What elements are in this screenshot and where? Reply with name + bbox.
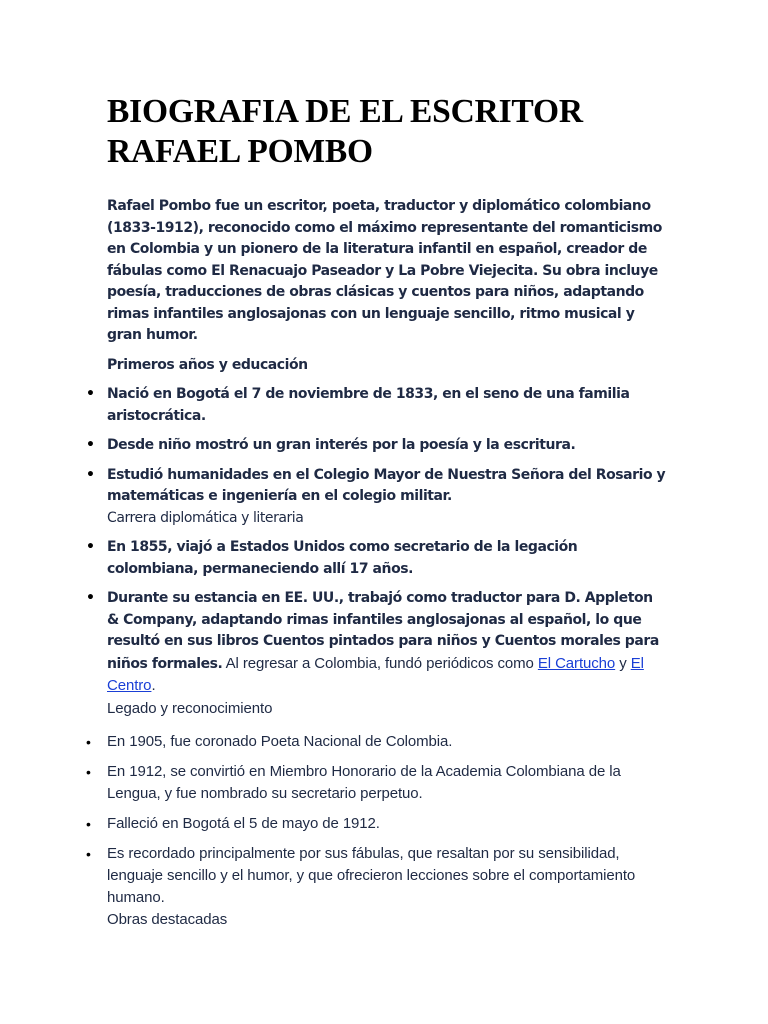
- list-item: [86, 843, 667, 931]
- list-item: [86, 761, 667, 805]
- list-item: [86, 435, 667, 457]
- bullet: •: [86, 590, 95, 606]
- early-years-list: [86, 384, 667, 719]
- list-item: [86, 813, 667, 835]
- title-line-1: BIOGRAFIA DE EL ESCRITOR: [107, 93, 583, 130]
- list-item: [86, 588, 667, 719]
- bullet: •: [86, 764, 91, 780]
- title-line-2: RAFAEL POMBO: [107, 133, 373, 170]
- bullet: •: [86, 846, 91, 862]
- intro-paragraph: Rafael Pombo fue un escritor, poeta, traductor y diplomático colombiano (1833-1912), reconocido como el máximo representante del romanticismo en Colombia y un pionero de la literatura infantil en español, creador de fábulas como El Renacuajo Paseador y La Pobre Viejecita. Su obra incluye poesía, traducciones de obras clásicas y cuentos para niños, adaptando rimas infantiles anglosajonas con un lenguaje sencillo, ritmo musical y gran humor.: [107, 198, 662, 343]
- link-el-centro[interactable]: El Centro: [107, 654, 644, 694]
- period-text: .: [151, 677, 156, 694]
- bullet: •: [86, 386, 95, 402]
- list-item: [86, 384, 667, 427]
- bullet: •: [86, 437, 95, 453]
- list-item-text: Es recordado principalmente por sus fábulas, que resaltan por su sensibilidad, lenguaje sencillo y el humor, y que ofrecieron lecciones sobre el comportamiento humano.: [107, 845, 636, 906]
- section-heading-works: Obras destacadas: [107, 911, 228, 928]
- list-item-text: Nació en Bogotá el 7 de noviembre de 1833, en el seno de una familia aristocrática.: [107, 386, 630, 424]
- list-item-text: Falleció en Bogotá el 5 de mayo de 1912.: [107, 815, 380, 832]
- list-item-text: Durante su estancia en EE. UU., trabajó como traductor para D. Appleton & Company, adaptando rimas infantiles anglosajonas al español, lo que resultó en sus libros Cuentos pintados para niños y Cuentos morales para niños formales.: [107, 590, 659, 672]
- section-heading-legacy: Legado y reconocimiento: [107, 699, 273, 717]
- document-page: [86, 92, 667, 939]
- bullet: •: [86, 466, 95, 483]
- connector-text: y: [615, 654, 631, 672]
- link-el-cartucho[interactable]: El Cartucho: [537, 654, 616, 672]
- bullet: •: [86, 816, 91, 832]
- list-item-text: Desde niño mostró un gran interés por la poesía y la escritura.: [107, 437, 576, 453]
- section-heading-early-years: Primeros años y educación: [107, 356, 308, 373]
- list-item-text: En 1905, fue coronado Poeta Nacional de Colombia.: [107, 733, 453, 750]
- list-item: [86, 465, 667, 530]
- list-item-text: En 1912, se convirtió en Miembro Honorario de la Academia Colombiana de la Lengua, y fue nombrado su secretario perpetuo.: [107, 763, 621, 802]
- bullet: •: [86, 734, 91, 750]
- list-item: [86, 537, 667, 580]
- list-item: [86, 731, 667, 753]
- page-title: [107, 92, 667, 172]
- list-item-text: Estudió humanidades en el Colegio Mayor de Nuestra Señora del Rosario y matemáticas e ingeniería en el colegio militar.: [107, 466, 666, 504]
- list-item-text: En 1855, viajó a Estados Unidos como secretario de la legación colombiana, permaneciendo allí 17 años.: [107, 539, 578, 577]
- list-item-text-normal: Al regresar a Colombia, fundó periódicos como: [222, 654, 538, 672]
- section-heading-career: Carrera diplomática y literaria: [107, 509, 304, 526]
- bullet: •: [86, 539, 95, 555]
- legacy-list: [86, 731, 667, 931]
